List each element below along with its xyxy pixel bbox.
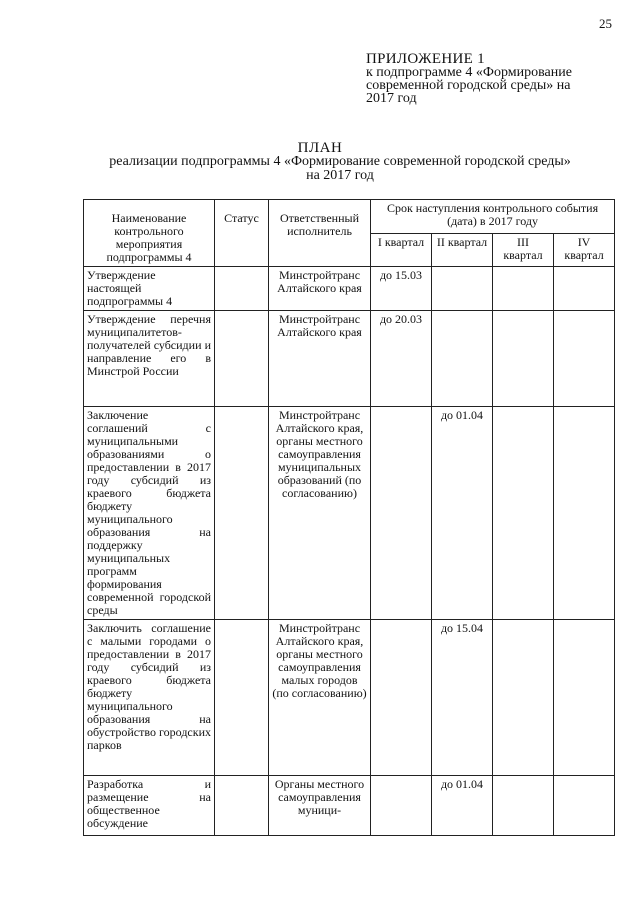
appendix-title: ПРИЛОЖЕНИЕ 1 [366, 51, 485, 67]
row-q4 [554, 620, 615, 776]
plan-title: ПЛАН [297, 140, 343, 156]
row-responsible: Минстройтранс Алтайского края, органы местного самоуправления малых городов (по согласованию) [269, 620, 371, 776]
appendix-block [366, 53, 626, 105]
header-deadline-group: Срок наступления контрольного события (дата) в 2017 году [371, 200, 615, 234]
header-quarter: I квартал [371, 233, 432, 267]
row-q2: до 15.04 [432, 620, 493, 776]
plan-table [83, 199, 615, 836]
table-row [84, 311, 615, 407]
appendix-line: современной городской среды» на [366, 78, 571, 93]
row-q3 [493, 267, 554, 311]
row-q4 [554, 776, 615, 836]
row-responsible: Органы местного самоуправления муници- [269, 776, 371, 836]
row-status [215, 407, 269, 620]
plan-subtitle-year: на 2017 год [306, 168, 374, 183]
appendix-line: 2017 год [366, 91, 417, 106]
row-q4 [554, 267, 615, 311]
row-q1: до 15.03 [371, 267, 432, 311]
row-q2 [432, 311, 493, 407]
row-q3 [493, 776, 554, 836]
row-q1 [371, 620, 432, 776]
row-status [215, 267, 269, 311]
plan-subtitle: реализации подпрограммы 4 «Формирование современной городской среды» [109, 154, 571, 169]
table-row [84, 776, 615, 836]
table-header-row [84, 200, 615, 234]
row-q1: до 20.03 [371, 311, 432, 407]
row-q3 [493, 620, 554, 776]
header-quarter: II квартал [432, 233, 493, 267]
header-name: Наименование контрольного мероприятия подпрограммы 4 [84, 200, 215, 267]
header-quarter: III квартал [493, 233, 554, 267]
row-q4 [554, 407, 615, 620]
row-responsible: Минстройтранс Алтайского края, органы местного самоуправления муниципальных образований (по согласованию) [269, 407, 371, 620]
page-number: 25 [599, 16, 612, 31]
row-responsible: Минстройтранс Алтайского края [269, 311, 371, 407]
table-row [84, 407, 615, 620]
header-status: Статус [215, 200, 269, 267]
row-q4 [554, 311, 615, 407]
row-q2: до 01.04 [432, 407, 493, 620]
row-name: Утверждение перечня муниципалитетов-получателей субсидии и направление его в Минстрой России [84, 311, 215, 407]
table-row [84, 620, 615, 776]
header-responsible: Ответственный исполнитель [269, 200, 371, 267]
row-responsible: Минстройтранс Алтайского края [269, 267, 371, 311]
row-q2 [432, 267, 493, 311]
row-name: Заключение соглашений с муниципальными образованиями о предоставлении в 2017 году субсидий из краевого бюджета бюджету муниципального образования на поддержку муниципальных программ формирования современной городской среды [84, 407, 215, 620]
row-q3 [493, 311, 554, 407]
row-q3 [493, 407, 554, 620]
plan-heading [0, 141, 640, 183]
table-row [84, 267, 615, 311]
row-name: Заключить соглашение с малыми городами о предоставлении в 2017 году субсидий из краевого бюджета бюджету муниципального образования на обустройство городских парков [84, 620, 215, 776]
row-name: Утверждение настоящей подпрограммы 4 [84, 267, 215, 311]
row-name: Разработка и размещение на общественное обсуждение [84, 776, 215, 836]
row-q1 [371, 776, 432, 836]
row-q2: до 01.04 [432, 776, 493, 836]
row-q1 [371, 407, 432, 620]
appendix-line: к подпрограмме 4 «Формирование [366, 65, 572, 80]
row-status [215, 620, 269, 776]
row-status [215, 311, 269, 407]
header-quarter: IV квартал [554, 233, 615, 267]
row-status [215, 776, 269, 836]
